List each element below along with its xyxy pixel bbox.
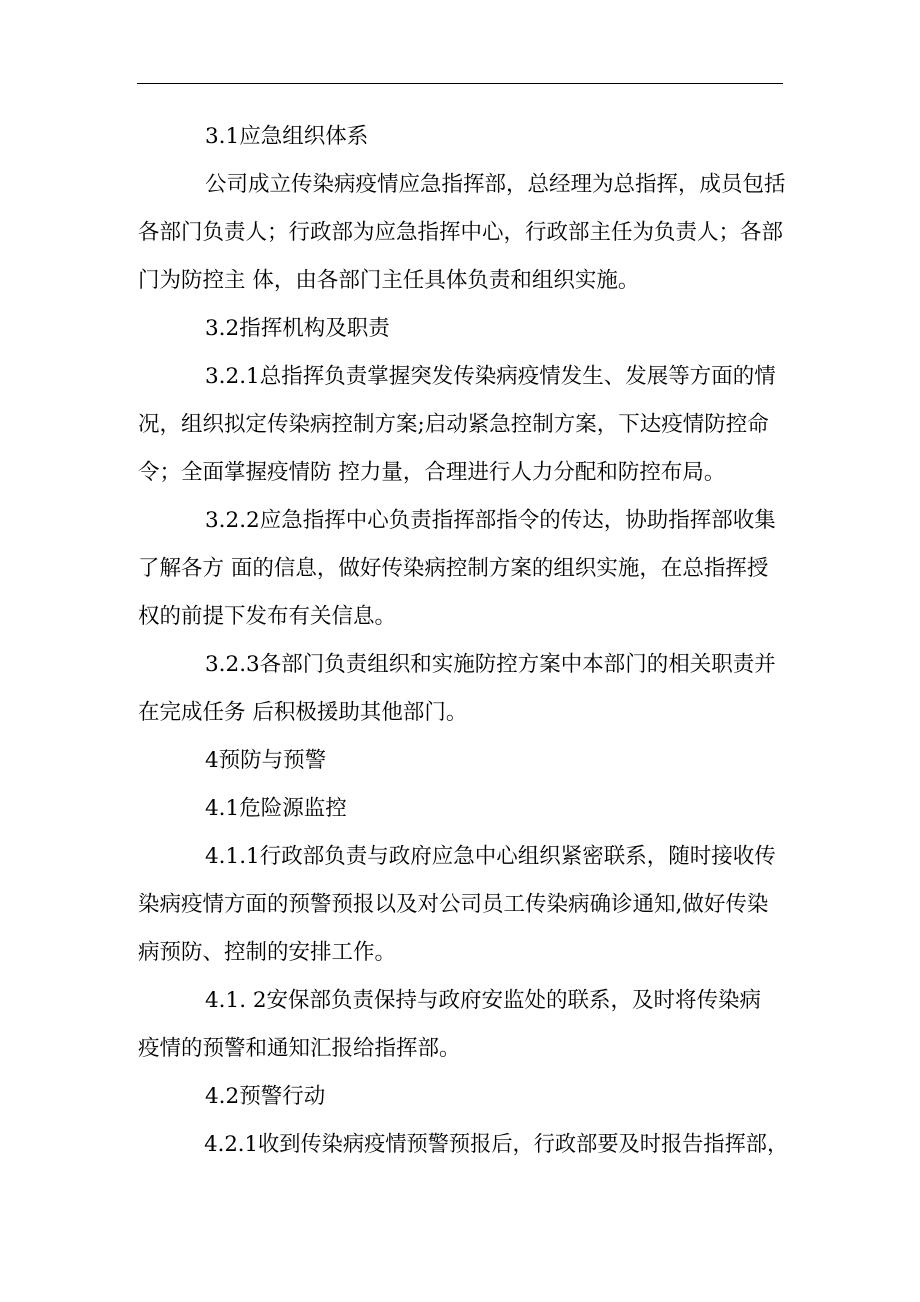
document-body	[138, 113, 788, 1169]
text-line: 病预防、控制的安排工作。	[138, 940, 397, 965]
text-line: 4.1.1行政部负责与政府应急中心组织紧密联系，随时接收传	[205, 844, 776, 869]
text-line: 3.2指挥机构及职责	[205, 316, 390, 341]
text-line: 权的前提下发布有关信息。	[138, 604, 397, 629]
text-line: 各部门负责人；行政部为应急指挥中心，行政部主任为负责人；各部	[138, 220, 784, 245]
text-line: 3.1应急组织体系	[205, 124, 369, 149]
header-rule	[137, 83, 783, 84]
text-line: 染病疫情方面的预警预报以及对公司员工传染病确诊通知,做好传染	[138, 892, 769, 917]
text-line: 3.2.3各部门负责组织和实施防控方案中本部门的相关职责并	[205, 652, 776, 677]
text-line: 疫情的预警和通知汇报给指挥部。	[138, 1036, 461, 1061]
text-line: 4.1危险源监控	[205, 796, 347, 821]
text-line: 4预防与预警	[205, 748, 327, 773]
text-line: 况，组织拟定传染病控制方案;启动紧急控制方案，下达疫情防控命	[138, 412, 769, 437]
text-line: 令；全面掌握疫情防 控力量，合理进行人力分配和防控布局。	[138, 460, 726, 485]
text-line: 3.2.2应急指挥中心负责指挥部指令的传达，协助指挥部收集	[205, 508, 776, 533]
text-line: 在完成任务 后积极援助其他部门。	[138, 700, 468, 725]
text-line: 3.2.1总指挥负责掌握突发传染病疫情发生、发展等方面的情	[205, 364, 776, 389]
text-line: 4.2.1收到传染病疫情预警预报后，行政部要及时报告指挥部，	[204, 1132, 789, 1157]
text-line: 公司成立传染病疫情应急指挥部，总经理为总指挥，成员包括	[205, 172, 786, 197]
text-line: 4.1. 2安保部负责保持与政府安监处的联系，及时将传染病	[205, 988, 762, 1013]
text-line: 4.2预警行动	[205, 1084, 326, 1109]
text-line: 了解各方 面的信息，做好传染病控制方案的组织实施，在总指挥授	[138, 556, 769, 581]
text-line: 门为防控主 体，由各部门主任具体负责和组织实施。	[138, 268, 640, 293]
